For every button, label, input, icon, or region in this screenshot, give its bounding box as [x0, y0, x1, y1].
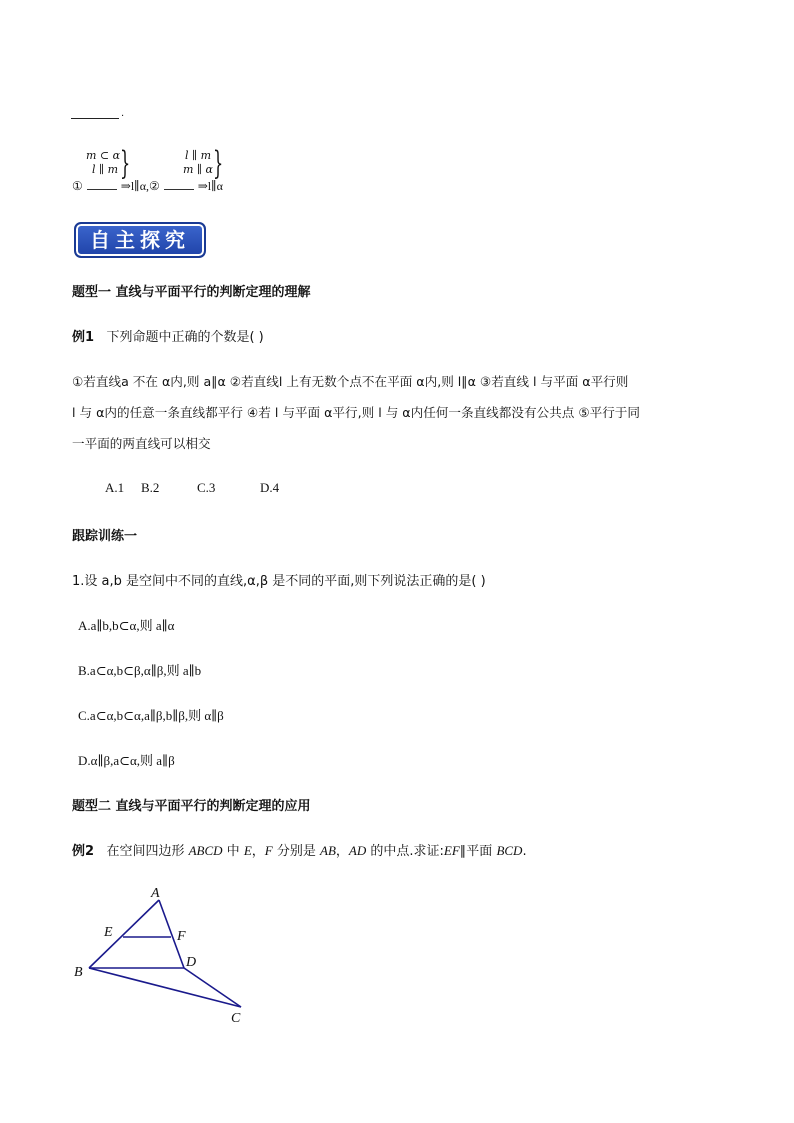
label-a: A	[151, 886, 160, 901]
blank-1	[87, 179, 117, 190]
segment-ad: AD	[348, 843, 367, 858]
point-e: E	[243, 843, 252, 858]
label-b: B	[74, 965, 83, 980]
edge-dc	[184, 968, 241, 1007]
label-d: D	[186, 955, 197, 970]
point-f: F	[264, 843, 273, 858]
segment-ab: AB	[320, 843, 336, 858]
implies-1: ⇒l∥α,②	[120, 179, 160, 193]
formula-row	[72, 179, 223, 194]
example-1-line-1: ①若直线a 不在 α内,则 a∥α ②若直线l 上有无数个点不在平面 α内,则 l∥α ③若直线 l 与平面 α平行则	[72, 374, 629, 389]
condition-1-line-2: l ∥ m	[92, 163, 119, 176]
training-1-option-a: A.a∥b,b⊂α,则 a∥α	[78, 618, 175, 633]
training-1-question: 1.设 a,b 是空间中不同的直线,α,β 是不同的平面,则下列说法正确的是( )	[72, 574, 486, 589]
text-fragment: ∥平面	[459, 844, 497, 859]
text-fragment: 中	[222, 844, 244, 859]
condition-2-line-1: l ∥ m	[185, 149, 212, 162]
training-1-option-c: C.a⊂α,b⊂α,a∥β,b∥β,则 α∥β	[78, 708, 224, 723]
brace-2: }	[213, 144, 224, 182]
period: .	[121, 108, 125, 119]
text-fragment: 的中点.求证:	[366, 844, 444, 859]
label-f: F	[177, 929, 186, 944]
self-study-badge: 自主探究	[74, 222, 206, 258]
example-1-option-a: A.1	[105, 480, 125, 495]
blank-2	[164, 179, 194, 190]
example-1-line-2: l 与 α内的任意一条直线都平行 ④若 l 与平面 α平行,则 l 与 α内任何一条直线都没有公共点 ⑤平行于同	[72, 405, 640, 420]
figure-lines	[89, 900, 241, 1007]
condition-1-line-1: m ⊂ α	[86, 149, 121, 162]
text-fragment: ，	[335, 844, 349, 859]
text-fragment: 在空间四边形	[106, 844, 189, 859]
section-1-title: 题型一 直线与平面平行的判断定理的理解	[72, 285, 311, 300]
example-1-text: 下列命题中正确的个数是( )	[106, 330, 264, 345]
text-fragment: ，	[251, 844, 265, 859]
edge-bc	[89, 968, 241, 1007]
text-fragment: .	[522, 844, 527, 859]
label-c: C	[231, 1011, 241, 1026]
example-1-option-b: B.2	[141, 480, 160, 495]
edge-ab	[89, 900, 159, 968]
example-1-label: 例1	[72, 330, 95, 345]
text-fragment: 分别是	[272, 844, 320, 859]
brace-1: }	[120, 144, 131, 182]
example-1-line-3: 一平面的两直线可以相交	[72, 436, 211, 451]
example-1-question	[72, 326, 264, 345]
training-1-option-b: B.a⊂α,b⊂β,α∥β,则 a∥b	[78, 663, 202, 678]
training-1-title: 跟踪训练一	[72, 529, 138, 544]
section-2-title: 题型二 直线与平面平行的判断定理的应用	[72, 799, 311, 814]
implies-2: ⇒l∥α	[197, 179, 223, 193]
answer-blank-line	[71, 108, 119, 119]
plane-bcd: BCD	[496, 843, 523, 858]
example-1-option-c: C.3	[197, 480, 216, 495]
condition-2-line-2: m ∥ α	[183, 163, 213, 176]
example-2-label: 例2	[72, 844, 95, 859]
abcd: ABCD	[188, 843, 223, 858]
spatial-quadrilateral-figure	[60, 875, 260, 1035]
segment-ef: EF	[443, 843, 460, 858]
training-1-option-d: D.α∥β,a⊂α,则 a∥β	[78, 753, 175, 768]
circle-number-1: ①	[72, 179, 83, 193]
example-2-question	[72, 840, 527, 859]
label-e: E	[104, 925, 113, 940]
example-1-option-d: D.4	[260, 480, 280, 495]
